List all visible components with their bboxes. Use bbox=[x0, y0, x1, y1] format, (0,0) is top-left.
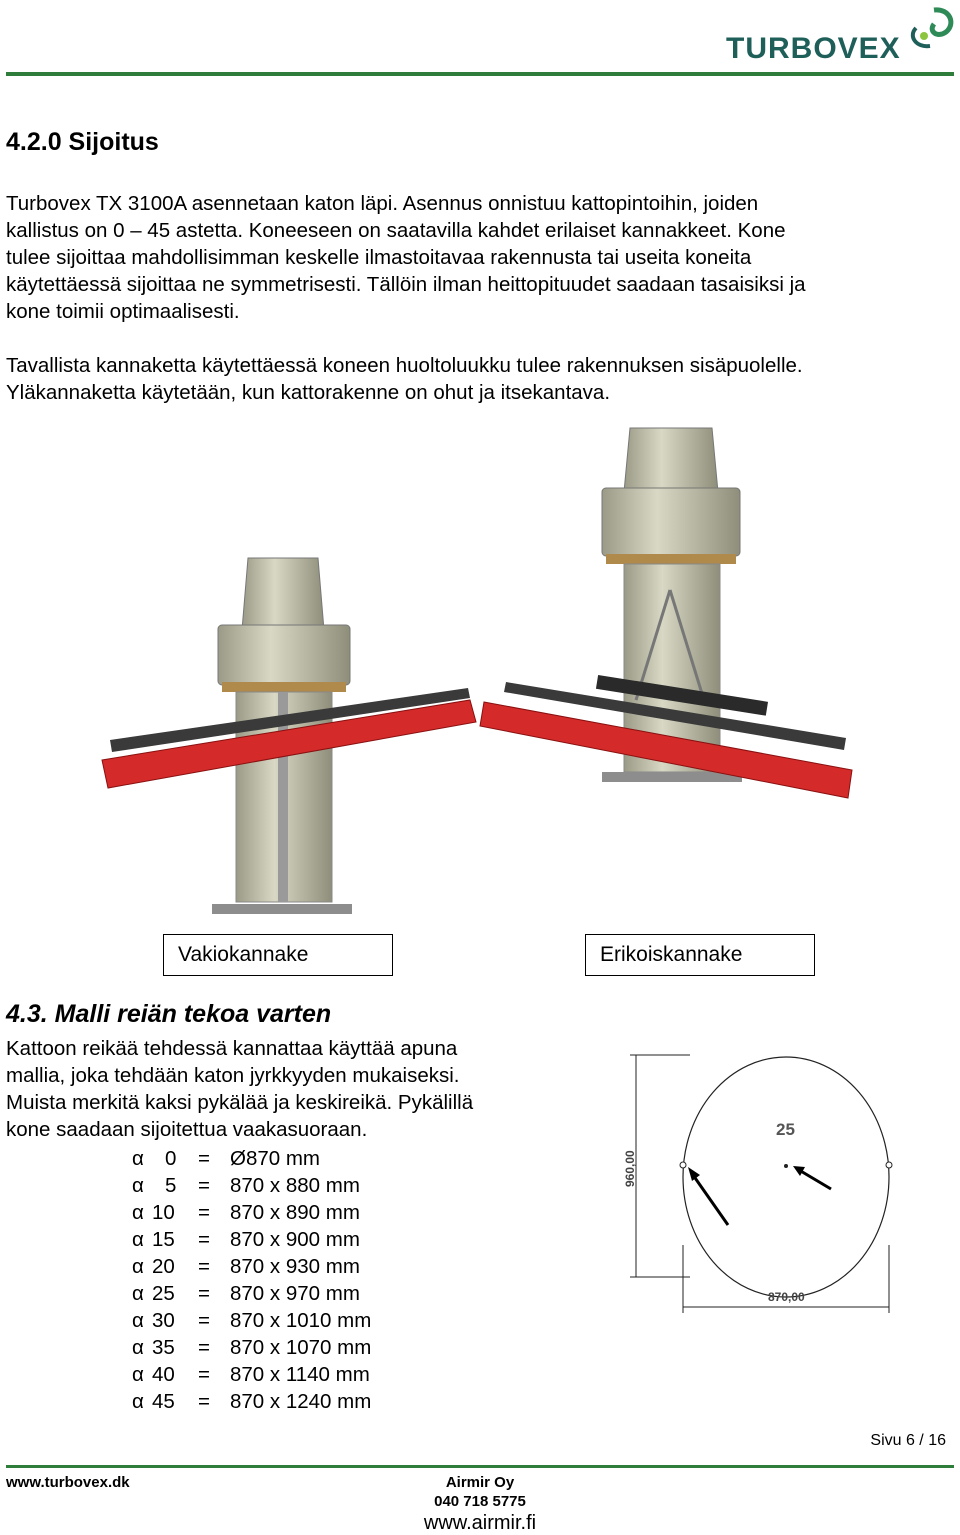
alpha-symbol: α bbox=[132, 1390, 144, 1413]
paragraph-line: tulee sijoittaa mahdollisimman keskelle ilmastoitavaa rakennusta tai useita koneita bbox=[6, 246, 752, 269]
alpha-symbol: α bbox=[132, 1363, 144, 1386]
paragraph-line: käytettäessä sijoittaa ne symmetrisesti. Tällöin ilman heittopituudet saadaan tasaisiksi ja bbox=[6, 273, 806, 296]
size-value: 870 x 1240 mm bbox=[230, 1390, 372, 1413]
angle-value: 10 bbox=[152, 1201, 175, 1224]
size-value: 870 x 1140 mm bbox=[230, 1363, 370, 1386]
equals-sign: = bbox=[198, 1282, 210, 1305]
footer-divider bbox=[6, 1465, 954, 1468]
notch-right bbox=[886, 1162, 892, 1168]
angle-value: 0 bbox=[165, 1147, 177, 1170]
arrow-right bbox=[799, 1170, 831, 1189]
equals-sign: = bbox=[198, 1147, 210, 1170]
equals-sign: = bbox=[198, 1309, 210, 1332]
footer-website-left[interactable]: www.turbovex.dk bbox=[6, 1474, 130, 1491]
footer-phone: 040 718 5775 bbox=[434, 1493, 526, 1510]
equals-sign: = bbox=[198, 1363, 210, 1386]
paragraph-line: mallia, joka tehdään katon jyrkkyyden mukaiseksi. bbox=[6, 1064, 460, 1087]
equals-sign: = bbox=[198, 1201, 210, 1224]
hole-size-table bbox=[0, 1145, 560, 1420]
footer-company: Airmir Oy bbox=[445, 1474, 515, 1491]
size-value: 870 x 930 mm bbox=[230, 1255, 360, 1278]
size-value: 870 x 880 mm bbox=[230, 1174, 360, 1197]
center-hole bbox=[784, 1164, 788, 1168]
alpha-symbol: α bbox=[132, 1174, 144, 1197]
paragraph-line: Tavallista kannaketta käytettäessä koneen huoltoluukku tulee rakennuksen sisäpuolelle. bbox=[6, 354, 803, 377]
label-special-mount: Erikoiskannake bbox=[585, 934, 815, 976]
alpha-symbol: α bbox=[132, 1228, 144, 1251]
equals-sign: = bbox=[198, 1390, 210, 1413]
section-title: 4.3. Malli reiän tekoa varten bbox=[6, 1000, 332, 1028]
angle-value: 20 bbox=[152, 1255, 175, 1278]
paragraph-line: Muista merkitä kaksi pykälää ja keskireikä. Pykälillä bbox=[6, 1091, 474, 1114]
angle-value: 5 bbox=[165, 1174, 177, 1197]
angle-value: 35 bbox=[152, 1336, 175, 1359]
equals-sign: = bbox=[198, 1228, 210, 1251]
angle-value: 40 bbox=[152, 1363, 175, 1386]
section-title: 4.2.0 Sijoitus bbox=[6, 128, 159, 156]
width-dimension: 870,00 bbox=[768, 1290, 805, 1304]
size-value: 870 x 1010 mm bbox=[230, 1309, 372, 1332]
template-outline bbox=[683, 1057, 889, 1297]
size-value: 870 x 900 mm bbox=[230, 1228, 360, 1251]
angle-value: 15 bbox=[152, 1228, 175, 1251]
angle-value: 25 bbox=[152, 1282, 175, 1305]
equals-sign: = bbox=[198, 1174, 210, 1197]
installation-figure bbox=[0, 420, 960, 930]
logo-text: TURBOVEX bbox=[726, 32, 901, 65]
section-2 bbox=[6, 1000, 566, 1143]
paragraph-line: kallistus on 0 – 45 astetta. Koneeseen on saatavilla kahdet erilaiset kannakkeet. Kone bbox=[6, 219, 786, 242]
alpha-symbol: α bbox=[132, 1336, 144, 1359]
angle-value: 45 bbox=[152, 1390, 175, 1413]
size-value: 870 x 970 mm bbox=[230, 1282, 360, 1305]
label-standard-mount: Vakiokannake bbox=[163, 934, 393, 976]
height-dimension: 960,00 bbox=[623, 1150, 637, 1187]
paragraph-line: kone saadaan sijoitettua vaakasuoraan. bbox=[6, 1118, 368, 1141]
alpha-symbol: α bbox=[132, 1147, 144, 1170]
logo-swirl-icon bbox=[906, 6, 956, 52]
alpha-symbol: α bbox=[132, 1282, 144, 1305]
section-1 bbox=[6, 128, 946, 406]
size-value: Ø870 mm bbox=[230, 1147, 320, 1170]
alpha-symbol: α bbox=[132, 1255, 144, 1278]
paragraph-line: Kattoon reikää tehdessä kannattaa käyttää apuna bbox=[6, 1037, 458, 1060]
size-value: 870 x 1070 mm bbox=[230, 1336, 372, 1359]
alpha-symbol: α bbox=[132, 1309, 144, 1332]
equals-sign: = bbox=[198, 1336, 210, 1359]
footer-website-center[interactable]: www.airmir.fi bbox=[423, 1512, 537, 1534]
paragraph-line: Turbovex TX 3100A asennetaan katon läpi. Asennus onnistuu kattopintoihin, joiden bbox=[6, 192, 759, 215]
equals-sign: = bbox=[198, 1255, 210, 1278]
angle-value: 30 bbox=[152, 1309, 175, 1332]
paragraph-line: kone toimii optimaalisesti. bbox=[6, 300, 240, 323]
arrow-left-head bbox=[688, 1167, 700, 1181]
alpha-symbol: α bbox=[132, 1201, 144, 1224]
hole-template-drawing bbox=[600, 1045, 910, 1315]
arrow-left bbox=[693, 1175, 728, 1225]
paragraph-line: Yläkannaketta käytetään, kun kattorakenne on ohut ja itsekantava. bbox=[6, 381, 611, 404]
size-value: 870 x 890 mm bbox=[230, 1201, 360, 1224]
angle-label: 25 bbox=[776, 1120, 795, 1139]
page-number: Sivu 6 / 16 bbox=[870, 1432, 946, 1449]
header-divider bbox=[6, 72, 954, 76]
notch-left bbox=[680, 1162, 686, 1168]
